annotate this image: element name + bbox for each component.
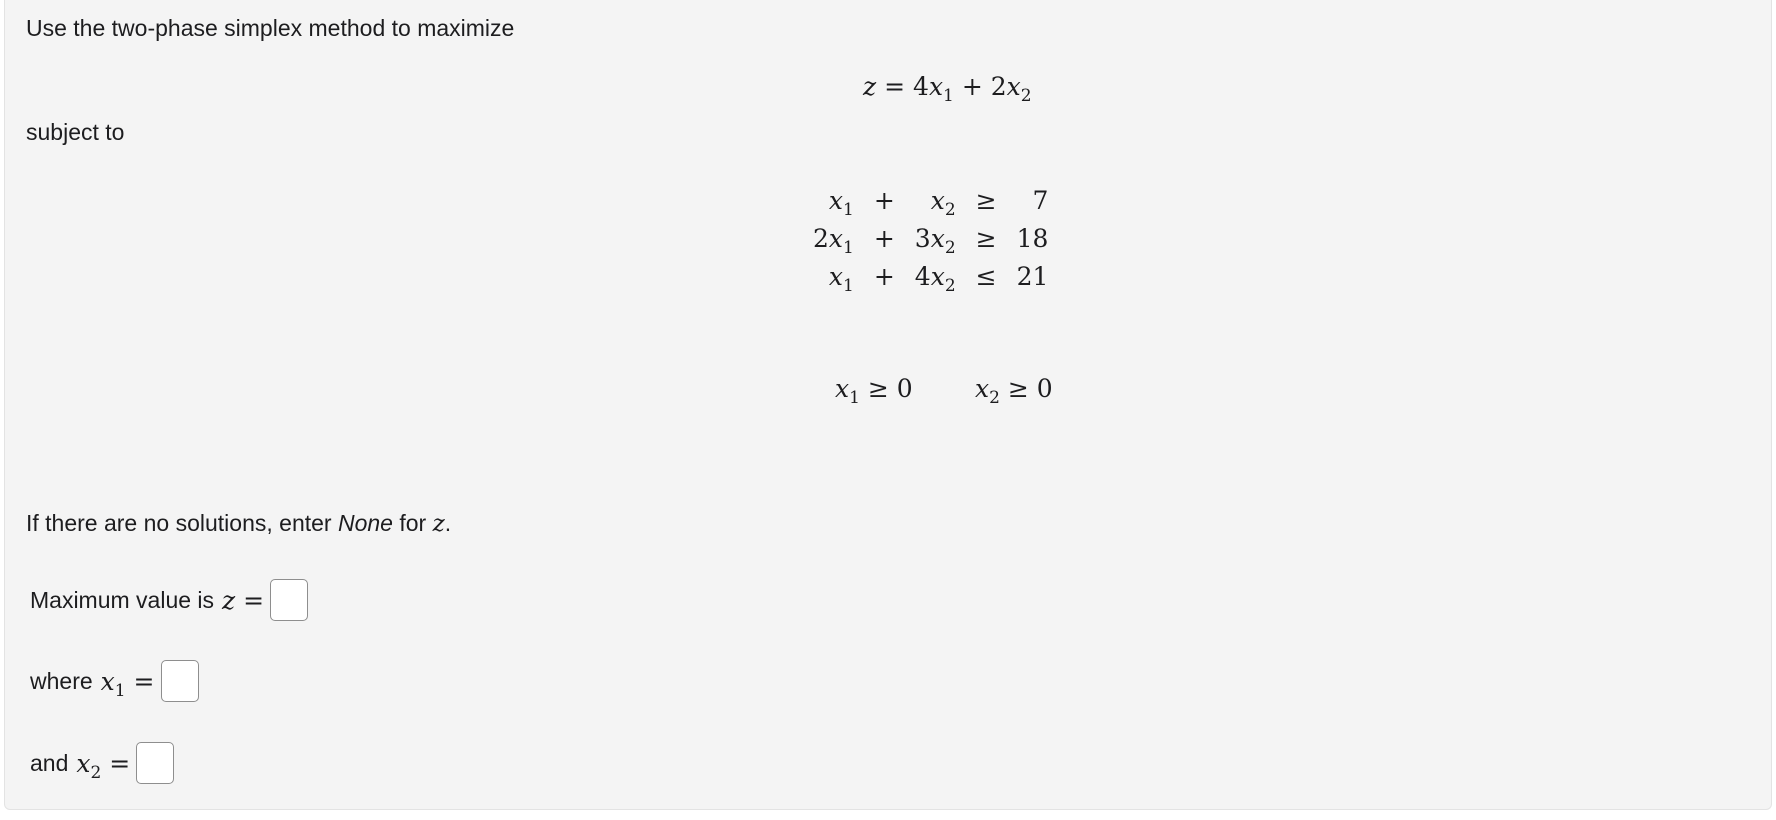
nonnegativity-x2: $x_2 \ge 0$ — [975, 374, 1053, 408]
max-value-row — [30, 579, 308, 621]
max-value-input[interactable] — [270, 579, 308, 621]
constraint-row: $x_1$ + $x_2$ ≥ 7 — [828, 186, 1049, 220]
x1-math: $x_1$ = — [100, 666, 155, 701]
constraint-row: $2x_1$ + $3x_2$ ≥ 18 — [813, 224, 1049, 258]
nonnegativity-x1: $x_1 \ge 0$ — [835, 374, 913, 408]
subject-to-text: subject to — [26, 119, 125, 145]
objective-coef-2: 2 — [990, 72, 1007, 101]
objective-coef-1: 4 — [913, 72, 929, 101]
objective-sub-1: 1 — [943, 86, 954, 106]
objective-sub-2: 2 — [1020, 86, 1032, 106]
x2-math: $x_2$ = — [76, 748, 131, 783]
x1-label: where — [30, 667, 93, 694]
x1-row — [30, 660, 199, 702]
no-solution-instruction: If there are no solutions, enter None for z. — [26, 510, 452, 537]
max-value-label: Maximum value is — [30, 586, 215, 613]
objective-plus: + — [961, 72, 983, 101]
intro-text: Use the two-phase simplex method to maximize — [26, 15, 515, 41]
x2-row — [30, 742, 174, 784]
objective-lhs: z — [863, 72, 877, 101]
x2-input[interactable] — [136, 742, 174, 784]
max-value-math: z = — [222, 585, 265, 615]
question-panel — [4, 0, 1772, 810]
objective-var-1: x — [928, 72, 944, 101]
objective-equals: = — [884, 72, 906, 101]
x2-label: and — [30, 749, 69, 776]
objective-var-2: x — [1006, 72, 1021, 101]
constraints-table — [801, 182, 1060, 296]
objective-function — [863, 72, 1032, 106]
x1-input[interactable] — [161, 660, 199, 702]
constraint-row: $x_1$ + $4x_2$ ≤ 21 — [828, 262, 1049, 296]
